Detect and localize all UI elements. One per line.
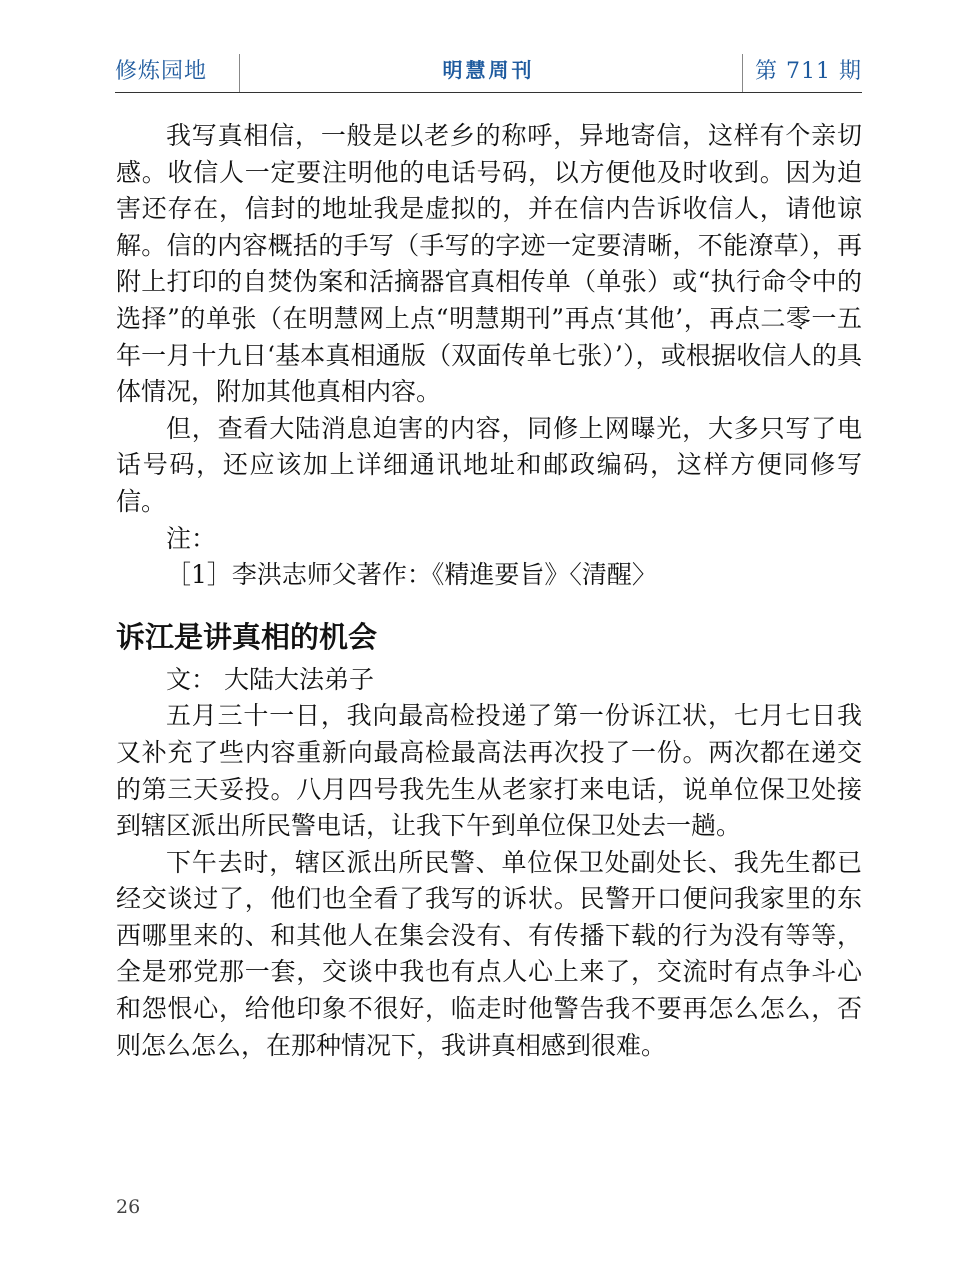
header-divider-right <box>742 54 743 92</box>
article2-title: 诉江是讲真相的机会 <box>116 619 378 654</box>
article2-byline: 文： 大陆大法弟子 <box>166 664 374 694</box>
article1-paragraph-1: 我写真相信，一般是以老乡的称呼，异地寄信，这样有个亲切感。收信人一定要注明他的电话号码，以方便他及时收到。因为迫害还存在，信封的地址我是虚拟的，并在信内告诉收信人，请他谅解。信的内容概括的手写（手写的字迹一定要清晰，不能潦草），再附上打印的自焚伪案和活摘器官真相传单（单张）或“执行命令中的选择”的单张（在明慧网上点“明慧期刊”再点‘其他’，再点二零一五年一月十九日‘基本真相通版（双面传单七张）’），或根据收信人的具体情况，附加其他真相内容。 <box>116 121 862 407</box>
article2-paragraph-1: 五月三十一日，我向最高检投递了第一份诉江状，七月七日我又补充了些内容重新向最高检最高法再次投了一份。两次都在递交的第三天妥投。八月四号我先生从老家打来电话，说单位保卫处接到辖区派出所民警电话，让我下午到单位保卫处去一趟。 <box>116 701 862 841</box>
article2-paragraph-2: 下午去时，辖区派出所民警、单位保卫处副处长、我先生都已经交谈过了，他们也全看了我写的诉状。民警开口便问我家里的东西哪里来的、和其他人在集会没有、有传播下载的行为没有等等，全是邪党那一套，交谈中我也有点人心上来了，交流时有点争斗心和怨恨心，给他印象不很好，临走时他警告我不要再怎么怎么，否则怎么怎么，在那种情况下，我讲真相感到很难。 <box>116 847 862 1060</box>
page-header <box>115 48 862 93</box>
page-body <box>116 118 862 1064</box>
page-number: 26 <box>116 1196 141 1218</box>
article1-paragraph-2: 但，查看大陆消息迫害的内容，同修上网曝光，大多只写了电话号码，还应该加上详细通讯地址和邮政编码，这样方便同修写信。 <box>116 413 862 516</box>
section-name: 修炼园地 <box>115 59 208 84</box>
note-label: 注： <box>166 523 217 553</box>
publication-title: 明慧周刊 <box>442 58 535 82</box>
footnote-1: ［1］李洪志师父著作：《精進要旨》〈清醒〉 <box>166 560 657 590</box>
issue-number: 第 711 期 <box>755 59 862 84</box>
